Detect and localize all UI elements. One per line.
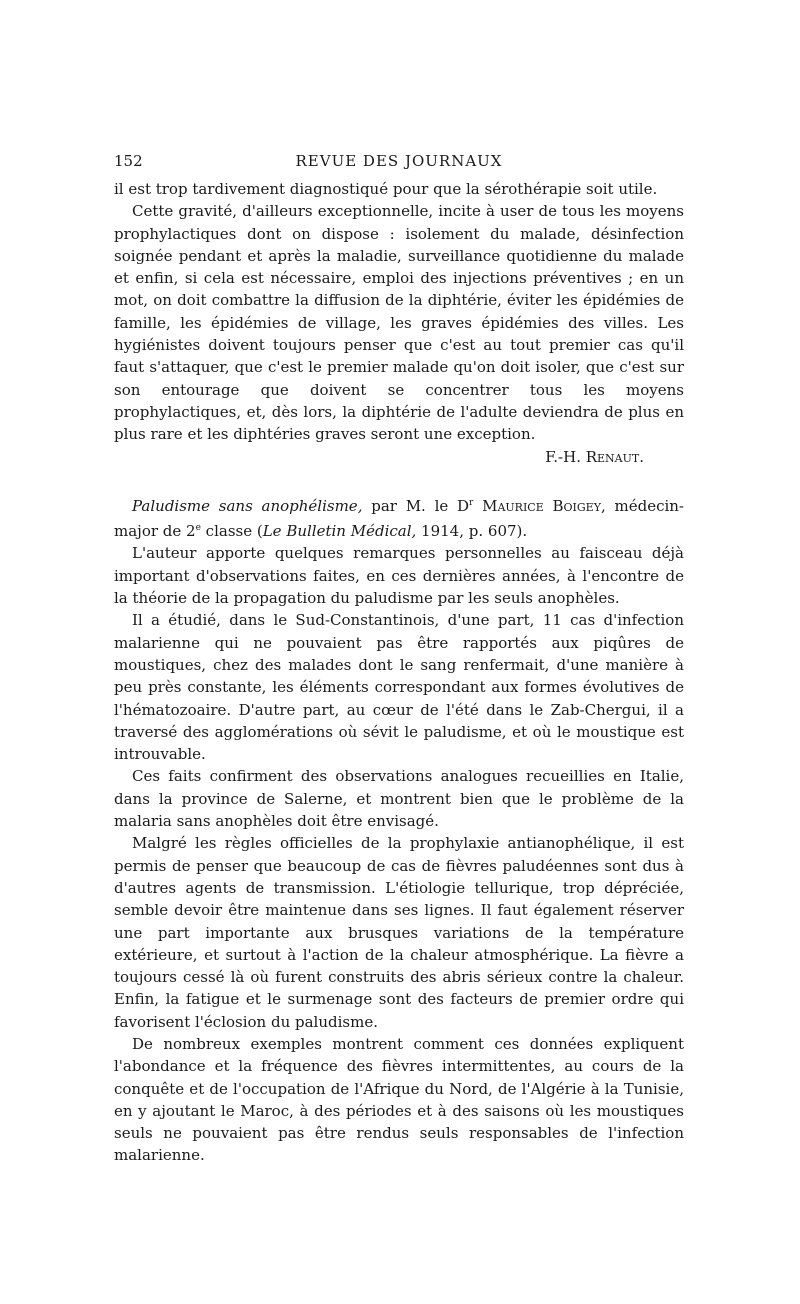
page-header: [114, 152, 684, 178]
paragraph: De nombreux exemples montrent comment ces données expliquent l'abondance et la fréquence des fièvres intermittentes, au cours de la conquête et de l'occupation de l'Afrique du Nord, de l'Algérie à la Tunisie, en y ajoutant le Maroc, à des périodes et à des saisons où les moustiques seuls ne pouvaient pas être rendus seuls responsables de l'infection malarienne.: [114, 1034, 684, 1165]
author-signature: F.-H. Renaut.: [545, 447, 644, 466]
article-author: Maurice Boigey,: [473, 496, 606, 515]
paragraph: L'auteur apporte quelques remarques personnelles au faisceau déjà important d'observations faites, en ces dernières années, à l'encontre de la théorie de la propagation du paludisme par les seuls anophèles.: [114, 544, 684, 608]
article-paludisme: [114, 492, 684, 1167]
paragraph: Malgré les règles officielles de la prophylaxie antianophélique, il est permis de penser que beaucoup de cas de fièvres paludéennes sont dus à d'autres agents de transmission. L'étiologie tellurique, trop dépréciée, semble devoir être maintenue dans ses lignes. Il faut également réserver une part importante aux brusques variations de la température extérieure, et surtout à l'action de la chaleur atmosphérique. La fièvre a toujours cessé là où furent construits des abris sérieux contre la chaleur. Enfin, la fatigue et le surmenage sont des facteurs de premier ordre qui favorisent l'éclosion du paludisme.: [114, 834, 684, 1031]
journal-name: Le Bulletin Médical,: [262, 522, 417, 541]
paragraph: il est trop tardivement diagnostiqué pour que la sérothérapie soit utile.: [114, 180, 658, 198]
paragraph: Ces faits confirment des observations analogues recueillies en Italie, dans la province de Salerne, et montrent bien que le problème de la malaria sans anophèles doit être envisagé.: [114, 767, 684, 831]
article-diphtheria: [114, 178, 684, 468]
document-page: [114, 152, 684, 1167]
running-title: REVUE DES JOURNAUX: [295, 152, 503, 170]
article-title: Paludisme sans anophélisme,: [132, 496, 363, 515]
paragraph: Il a étudié, dans le Sud-Constantinois, d'une part, 11 cas d'infection malarienne qui ne pouvaient pas être rapportés aux piqûres de moustiques, chez des malades dont le sang renfermait, d'une manière à peu près constante, les éléments correspondant aux formes évolutives de l'hématozoaire. D'autre part, au cœur de l'été dans le Zab-Chergui, il a traversé des agglomérations où sévit le paludisme, et où le moustique est introuvable.: [114, 611, 684, 764]
page-number: 152: [114, 152, 143, 170]
paragraph: Cette gravité, d'ailleurs exceptionnelle, incite à user de tous les moyens prophylactiques dont on dispose : isolement du malade, désinfection soignée pendant et après la maladie, surveillance quotidienne du malade et enfin, si cela est nécessaire, emploi des injections préventives ; en un mot, on doit combattre la diffusion de la diphtérie, éviter les épidémies de famille, les épidémies de village, les graves épidémies des villes. Les hygiénistes doivent toujours penser que c'est au tout premier cas qu'il faut s'attaquer, que c'est le premier malade qu'on doit isoler, que c'est sur son entourage que doivent se concentrer tous les moyens prophylactiques, et, dès lors, la diphtérie de l'adulte deviendra de plus en plus rare et les diphtéries graves seront une exception.: [114, 202, 684, 444]
article-heading: Paludisme sans anophélisme, par M. le $D^r$ Maurice Boigey, médecin-major de 2e classe (Le Bulletin Médical, 1914, p. 607).: [114, 496, 684, 541]
